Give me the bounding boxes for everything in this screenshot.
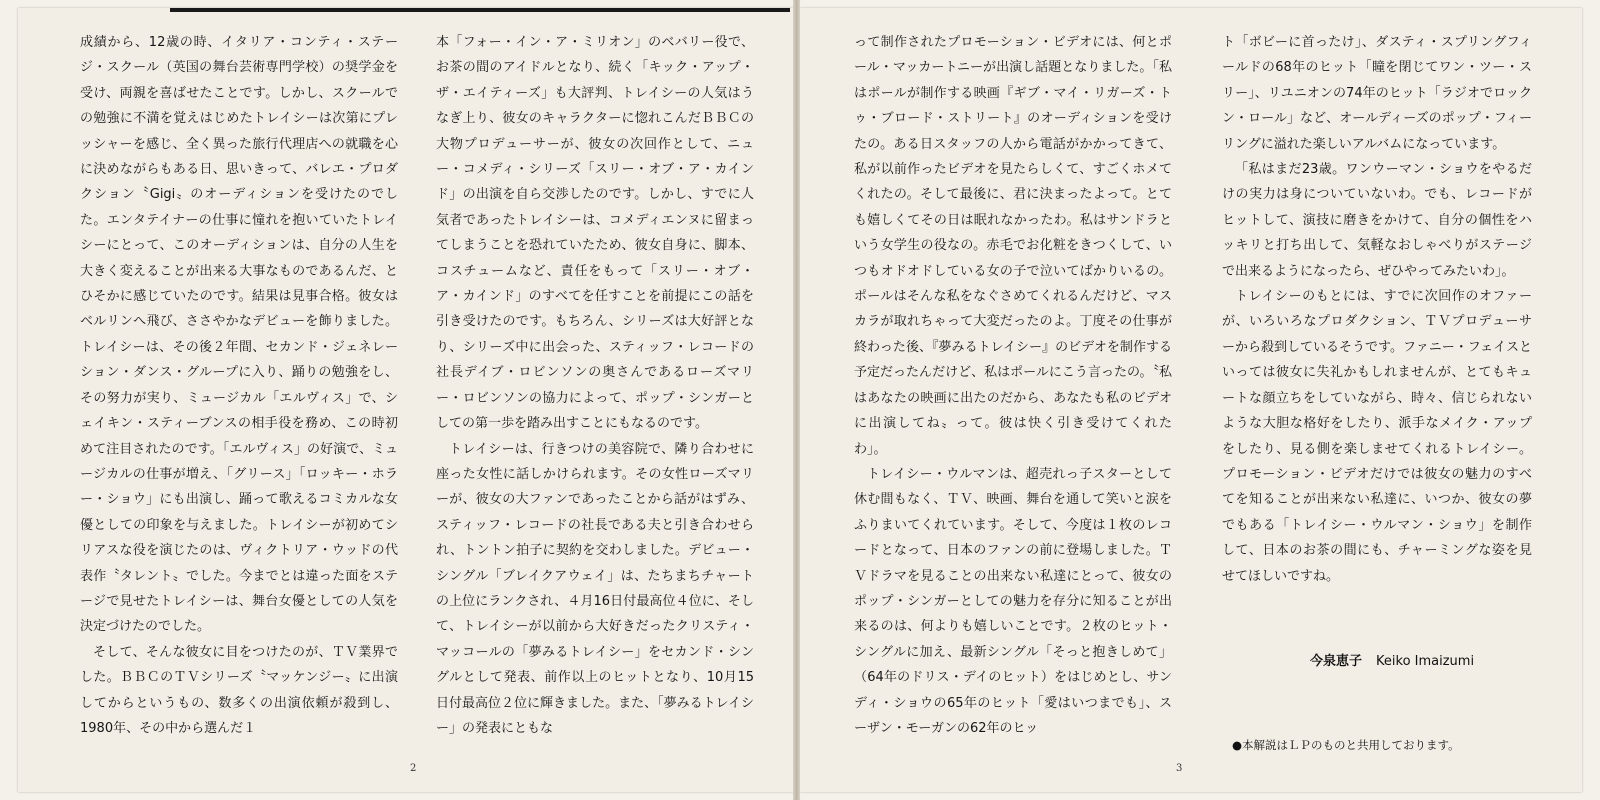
text-column-4	[1222, 30, 1532, 589]
footnote: ●本解説はＬＰのものと共用しております。	[1232, 738, 1460, 752]
paragraph: そして、そんな彼女に目をつけたのが、ＴＶ業界でした。ＢＢＣのＴＶシリーズ〝マッケンジー〟に出演してからというもの、数多くの出演依頼が殺到し、1980年、その中から選んだ１	[80, 644, 398, 736]
page-number-right: 3	[1176, 763, 1183, 774]
paragraph: トレイシーは、行きつけの美容院で、隣り合わせに座った女性に話しかけられます。その女性ローズマリーが、彼女の大ファンであったことから話がはずみ、スティッフ・レコードの社長である夫と引き合わせられ、トントン拍子に契約を交わしました。デビュー・シングル「ブレイクアウェイ」は、たちまちチャートの上位にランクされ、４月16日付最高位４位に、そして、トレイシーが以前から大好きだったクリスティ・マッコールの「夢みるトレイシー」をセカンド・シングルとして発表、前作以上のヒットとなり、10月15日付最高位２位に輝きました。また、「夢みるトレイシー」の発表にともな	[436, 441, 754, 736]
paragraph: 成績から、12歳の時、イタリア・コンティ・ステージ・スクール（英国の舞台芸術専門学校）の奨学金を受け、両親を喜ばせたことです。しかし、スクールでの勉強に不満を覚えはじめたトレイシーは次第にプレッシャーを感じ、全く異った旅行代理店への就職を心に決めながらもある日、思いきって、バレエ・プロダクション〝Gigi〟のオーディションを受けたのでした。エンタテイナーの仕事に憧れを抱いていたトレイシーにとって、このオーディションは、自分の人生を大きく変えることが出来る大事なものであるんだ、とひそかに感じていたのです。結果は見事合格。彼女はベルリンへ飛び、ささやかなデビューを飾りました。トレイシーは、その後２年間、セカンド・ジェネレーション・ダンス・グループに入り、踊りの勉強をし、その努力が実り、ミュージカル「エルヴィス」で、シェイキン・スティーブンスの相手役を務め、この時初めて注目されたのです。「エルヴィス」の好演で、ミュージカルの仕事が増え、「グリース」「ロッキー・ホラー・ショウ」にも出演し、踊って歌えるコミカルな女優としての印象を与えました。トレイシーが初めてシリアスな役を演じたのは、ヴィクトリア・ウッドの代表作〝タレント〟でした。今までとは違った面をステージで見せたトレイシーは、舞台女優としての人気を決定づけたのでした。	[80, 35, 398, 635]
paragraph: って制作されたプロモーション・ビデオには、何とポール・マッカートニーが出演し話題となりました。「私はポールが制作する映画『ギブ・マイ・リガーズ・トゥ・ブロード・ストリート』のオーディションを受けたの。ある日スタッフの人から電話がかかってきて、私が以前作ったビデオを見たらしくて、すごくホメてくれたの。そして最後に、君に決まったよって。とても嬉しくてその日は眠れなかったわ。私はサンドラという女学生の役なの。赤毛でお化粧をきつくして、いつもオドオドしている女の子で泣いてばかりいるの。ポールはそんな私をなぐさめてくれるんだけど、マスカラが取れちゃって大変だったのよ。丁度その仕事が終わった後、『夢みるトレイシー』のビデオを制作する予定だったんだけど、私はポールにこう言ったの。〝私はあなたの映画に出たのだから、あなたも私のビデオに出演してね〟って。彼は快く引き受けてくれたわ」。	[854, 35, 1172, 457]
author-name-english: Keiko Imaizumi	[1376, 654, 1475, 669]
page-number-left: 2	[410, 763, 417, 774]
paragraph: トレイシー・ウルマンは、超売れっ子スターとして休む間もなく、ＴＶ、映画、舞台を通して笑いと涙をふりまいてくれています。そして、今度は１枚のレコードとなって、日本のファンの前に登場しました。ＴＶドラマを見ることの出来ない私達にとって、彼女のポップ・シンガーとしての魅力を存分に知ることが出来るのは、何よりも嬉しいことです。２枚のヒット・シングルに加え、最新シングル「そっと抱きしめて」（64年のドリス・デイのヒット）をはじめとし、サンディ・ショウの65年のヒット「愛はいつまでも」、スーザン・モーガンの62年のヒッ	[854, 466, 1172, 736]
text-column-1	[80, 30, 398, 741]
paragraph: 本「フォー・イン・ア・ミリオン」のベバリー役で、お茶の間のアイドルとなり、続く「キック・アップ・ザ・エイティーズ」も大評判、トレイシーの人気はうなぎ上り、彼女のキャラクターに惚れこんだＢＢＣの大物プロデューサーが、彼女の次回作として、ニュー・コメディ・シリーズ「スリー・オブ・ア・カインド」の出演を自ら交渉したのです。しかし、すでに人気者であったトレイシーは、コメディエンヌに留まってしまうことを恐れていたため、彼女自身に、脚本、コスチュームなど、責任をもって「スリー・オブ・ア・カインド」のすべてを任すことを前提にこの話を引き受けたのです。もちろん、シリーズは大好評となり、シリーズ中に出会った、スティッフ・レコードの社長デイブ・ロビンソンの奥さんであるローズマリー・ロビンソンの協力によって、ポップ・シンガーとしての第一歩を踏み出すことにもなるのです。	[436, 35, 754, 432]
author-name-japanese: 今泉恵子	[1310, 654, 1363, 669]
paragraph: ト「ボビーに首ったけ」、ダスティ・スプリングフィールドの68年のヒット「瞳を閉じてワン・ツー・スリー」、リユニオンの74年のヒット「ラジオでロックン・ロール」など、オールディーズのポップ・フィーリングに溢れた楽しいアルバムになっています。	[1222, 35, 1532, 152]
paragraph: トレイシーのもとには、すでに次回作のオファーが、いろいろなプロダクション、ＴＶプロデューサーから殺到しているそうです。ファニー・フェイスといっては彼女に失礼かもしれませんが、とてもキュートな顔立ちをしていながら、時々、信じられないような大胆な格好をしたり、派手なメイク・アップをしたり、見る側を楽しませてくれるトレイシー。プロモーション・ビデオだけでは彼女の魅力のすべてを知ることが出来ない私達に、いつか、彼女の夢でもある「トレイシー・ウルマン・ショウ」を制作して、日本のお茶の間にも、チャーミングな姿を見せてほしいですね。	[1222, 289, 1532, 584]
text-column-2	[436, 30, 754, 741]
paragraph: 「私はまだ23歳。ワンウーマン・ショウをやるだけの実力は身についていないわ。でも、レコードがヒットして、演技に磨きをかけて、自分の個性をハッキリと打ち出して、気軽なおしゃべりがステージで出来るようになったら、ぜひやってみたいわ」。	[1222, 162, 1532, 279]
text-column-3	[854, 30, 1172, 741]
author-credit	[1310, 650, 1474, 669]
center-fold	[793, 0, 800, 800]
top-edge-bar	[170, 8, 790, 12]
